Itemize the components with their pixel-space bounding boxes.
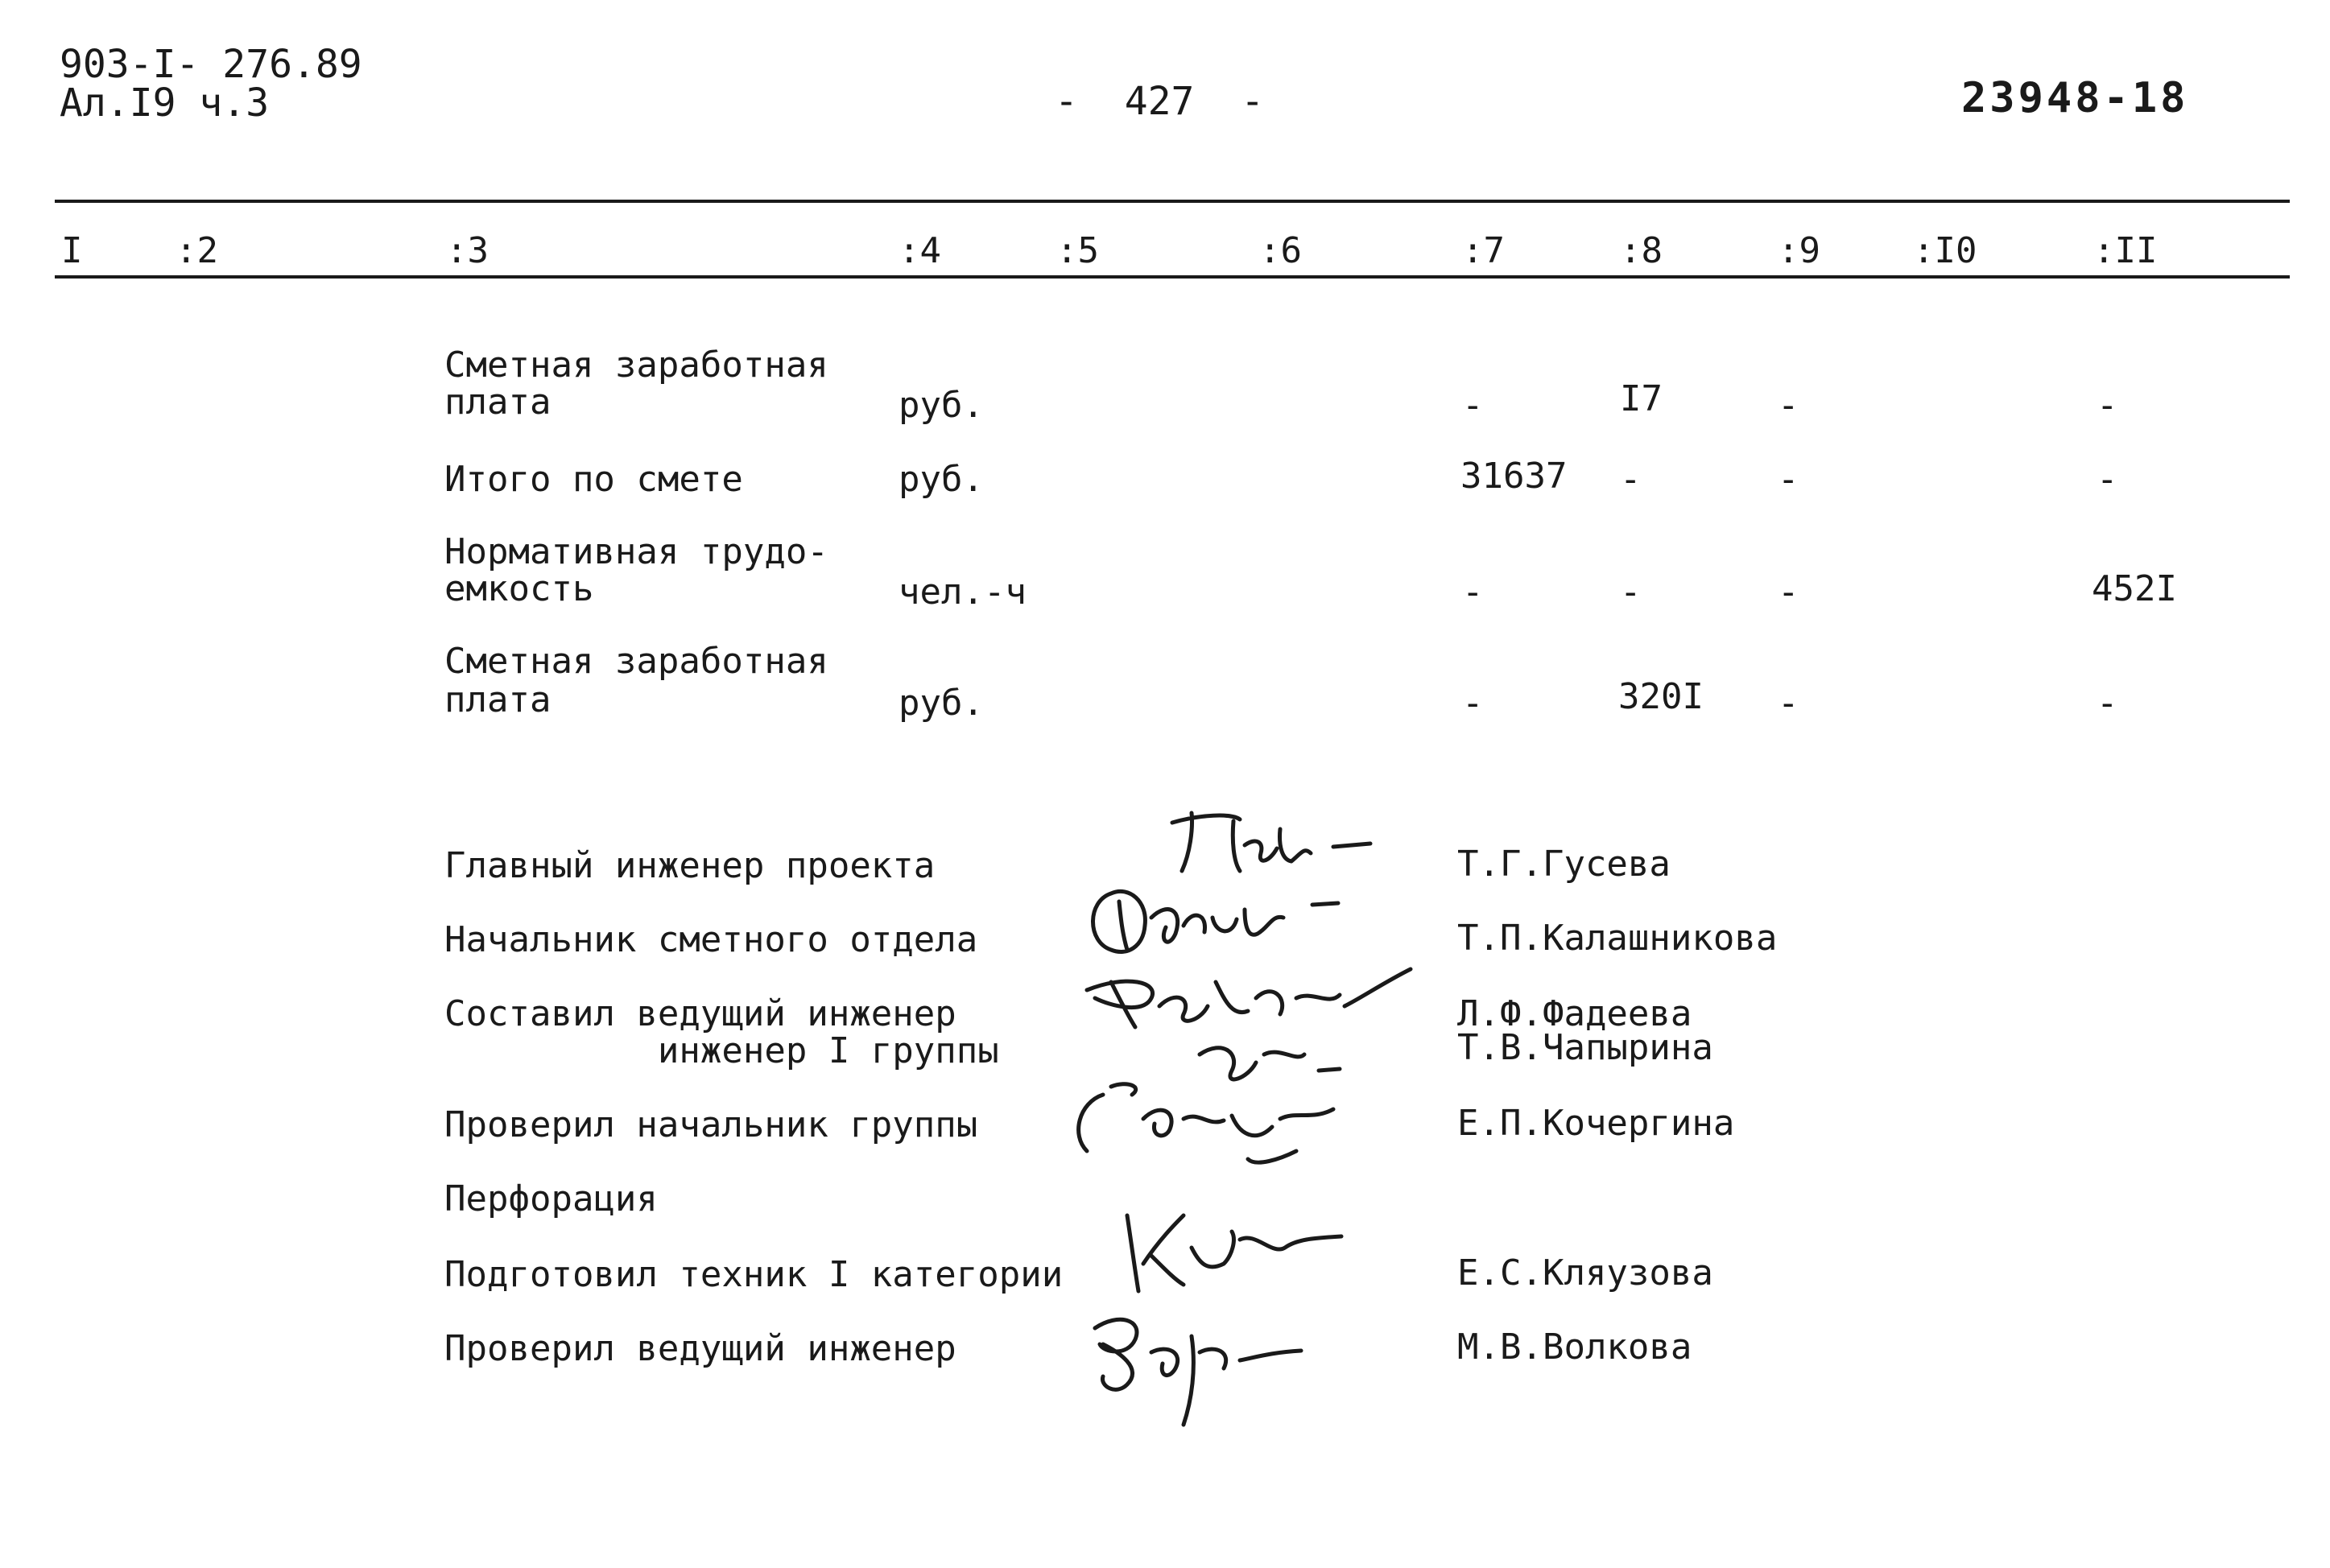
cell-col9: - bbox=[1778, 571, 1799, 613]
row-label-line1: Нормативная трудо- bbox=[444, 531, 828, 572]
signatory-position: Главный инженер проекта bbox=[444, 845, 936, 886]
row-label-line1: Итого по смете bbox=[444, 459, 743, 500]
row-unit: руб. bbox=[899, 459, 984, 500]
column-header-1: I bbox=[61, 230, 83, 271]
cell-col8: - bbox=[1620, 571, 1642, 613]
signatory-position: Подготовил техник I категории bbox=[444, 1254, 1064, 1295]
column-header-3: :3 bbox=[446, 230, 489, 271]
row-unit: руб. bbox=[899, 385, 984, 426]
signature-5 bbox=[1103, 1191, 1361, 1304]
cell-col7: - bbox=[1462, 683, 1484, 724]
cell-col7: 31637 bbox=[1460, 456, 1568, 497]
row-label-line2: плата bbox=[444, 382, 552, 423]
signatory-name: Т.П.Калашникова bbox=[1457, 918, 1778, 959]
cell-col11: - bbox=[2097, 683, 2118, 724]
signature-4 bbox=[1055, 1071, 1361, 1183]
registration-number: 23948-18 bbox=[1961, 74, 2189, 122]
signatory-position: Начальник сметного отдела bbox=[444, 919, 978, 960]
signatory-position: Проверил ведущий инженер bbox=[444, 1328, 956, 1369]
row-label-line2: плата bbox=[444, 679, 552, 720]
column-header-9: :9 bbox=[1778, 230, 1820, 271]
signatory-name: Е.С.Кляузова bbox=[1457, 1252, 1713, 1294]
top-rule bbox=[55, 200, 2290, 203]
cell-col9: - bbox=[1778, 385, 1799, 426]
signatory-position: Перфорация bbox=[444, 1178, 658, 1219]
cell-col9: - bbox=[1778, 459, 1799, 500]
signatory-name: Е.П.Кочергина bbox=[1457, 1103, 1735, 1144]
column-header-8: :8 bbox=[1620, 230, 1663, 271]
page-number: - 427 - bbox=[1055, 79, 1265, 124]
row-label-line2: емкость bbox=[444, 568, 594, 609]
cell-col11: - bbox=[2097, 385, 2118, 426]
cell-col7: - bbox=[1462, 385, 1484, 426]
cell-col11: 452I bbox=[2092, 568, 2177, 609]
document-code: 903-I- 276.89 bbox=[60, 42, 362, 87]
signatory-name: Т.Г.Гусева bbox=[1457, 844, 1671, 885]
cell-col9: - bbox=[1778, 683, 1799, 724]
sheet-reference: Ал.I9 ч.3 bbox=[60, 80, 270, 126]
column-header-11: :II bbox=[2093, 230, 2158, 271]
signatory-position-line2: инженер I группы bbox=[444, 1030, 999, 1071]
column-header-6: :6 bbox=[1259, 230, 1302, 271]
signatory-name: М.В.Волкова bbox=[1457, 1327, 1692, 1368]
column-header-2: :2 bbox=[176, 230, 218, 271]
header-bottom-rule bbox=[55, 275, 2290, 279]
column-header-10: :I0 bbox=[1913, 230, 1977, 271]
column-header-7: :7 bbox=[1462, 230, 1505, 271]
cell-col8: - bbox=[1620, 459, 1642, 500]
column-header-5: :5 bbox=[1056, 230, 1099, 271]
row-label-line1: Сметная заработная bbox=[444, 641, 828, 682]
signatory-name: Л.Ф.Фадеева bbox=[1457, 993, 1692, 1034]
row-unit: руб. bbox=[899, 683, 984, 724]
signatory-position: Составил ведущий инженер bbox=[444, 993, 956, 1034]
cell-col8: 320I bbox=[1618, 676, 1704, 717]
cell-col8: I7 bbox=[1620, 378, 1663, 419]
row-unit: чел.-ч bbox=[899, 571, 1027, 613]
row-label-line1: Сметная заработная bbox=[444, 345, 828, 386]
signatory-position: Проверил начальник группы bbox=[444, 1104, 978, 1145]
cell-col7: - bbox=[1462, 571, 1484, 613]
signatory-name-2: Т.В.Чапырина bbox=[1457, 1027, 1713, 1068]
signature-6 bbox=[1071, 1296, 1312, 1433]
cell-col11: - bbox=[2097, 459, 2118, 500]
column-header-4: :4 bbox=[899, 230, 941, 271]
